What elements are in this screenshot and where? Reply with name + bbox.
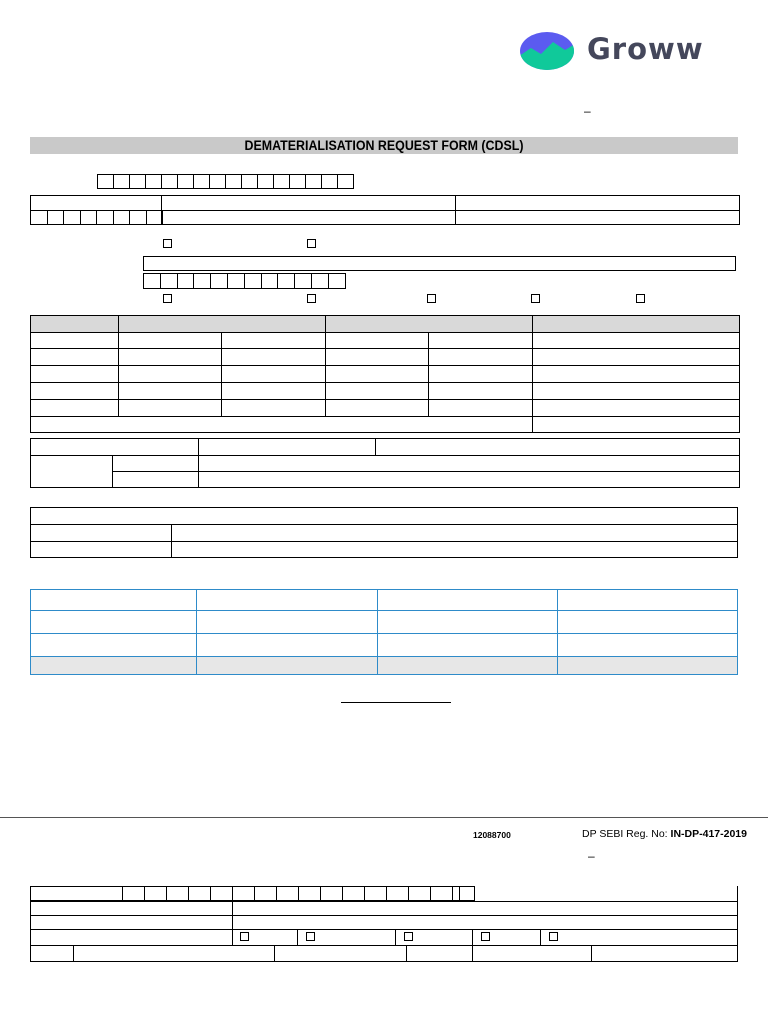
checkbox-option-4[interactable] <box>307 294 316 303</box>
isin-boxes[interactable] <box>143 273 346 289</box>
dash-mark-bottom: – <box>588 849 595 863</box>
checkbox-option-2[interactable] <box>307 239 316 248</box>
checkbox-option-6[interactable] <box>531 294 540 303</box>
checkbox-option-5[interactable] <box>427 294 436 303</box>
groww-wordmark: Groww <box>587 32 704 66</box>
signature-line <box>341 702 451 703</box>
sebi-reg-label: DP SEBI Reg. No: <box>582 828 668 840</box>
client-id-boxes[interactable] <box>30 210 163 225</box>
checkbox-option-1[interactable] <box>163 239 172 248</box>
sebi-reg-number: IN-DP-417-2019 <box>670 828 747 840</box>
ack-checkbox-1[interactable] <box>240 932 249 941</box>
certificate-table <box>30 438 740 488</box>
signature-table-last-row <box>31 656 737 674</box>
tear-off-line <box>0 817 768 818</box>
form-title-bar <box>30 137 738 154</box>
dp-id-boxes[interactable] <box>97 174 354 189</box>
ack-checkbox-4[interactable] <box>481 932 490 941</box>
ack-checkbox-5[interactable] <box>549 932 558 941</box>
checkbox-option-3[interactable] <box>163 294 172 303</box>
form-title: DEMATERIALISATION REQUEST FORM (CDSL) <box>244 138 524 153</box>
groww-logo <box>519 30 719 72</box>
ack-id-boxes[interactable] <box>122 886 475 901</box>
ack-checkbox-3[interactable] <box>404 932 413 941</box>
securities-table-header <box>31 316 739 332</box>
declaration-table <box>30 507 738 558</box>
dash-mark-top: – <box>584 104 591 118</box>
ack-checkbox-2[interactable] <box>306 932 315 941</box>
long-input-field[interactable] <box>143 256 736 271</box>
groww-logo-mark <box>519 30 575 72</box>
dp-id-text: 12088700 <box>473 830 511 840</box>
sebi-reg <box>582 828 747 840</box>
checkbox-option-7[interactable] <box>636 294 645 303</box>
